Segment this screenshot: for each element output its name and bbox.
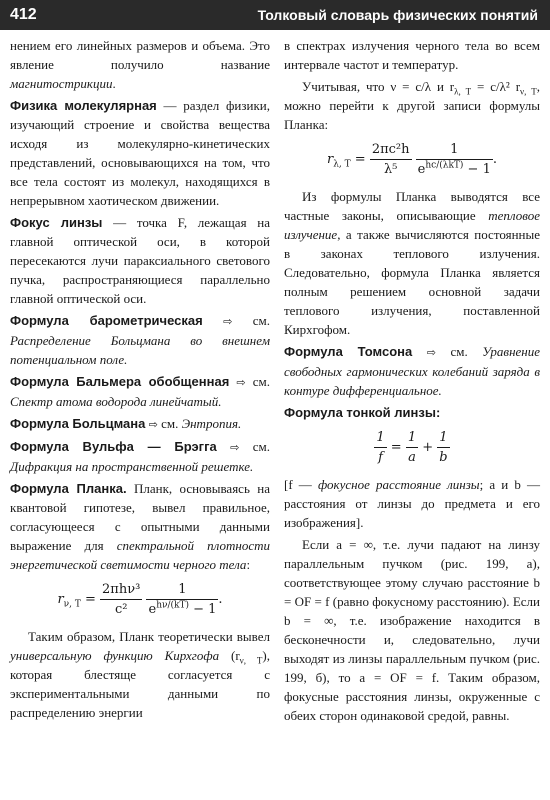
paragraph-text: ; a и b — расстояния от линзы до предмета и его изображения]. — [284, 477, 540, 530]
entry-definition: Планк, основываясь на квантовой гипотезе, вывел правильное, согласующееся с опытными данными выражение для — [10, 481, 270, 553]
numerator: 1 — [146, 580, 218, 600]
paragraph-text: ), которая блестяще согласуется с экспериментальными данными по распределению энергии — [10, 648, 270, 720]
entry-wulff-bragg-formula — [10, 437, 270, 476]
entry-thomson-formula — [284, 342, 540, 400]
formula-lhs-sub: ν, T — [63, 599, 81, 610]
formula-end: . — [492, 152, 497, 167]
paragraph-text: нением его линейных размеров и объема. Это явление получило название — [10, 38, 270, 72]
see-arrow-icon: ⇨ — [223, 315, 233, 328]
numerator: 1 — [437, 428, 449, 448]
denominator — [416, 160, 493, 179]
exp-base: e — [417, 162, 426, 177]
denominator: λ⁵ — [383, 162, 398, 177]
page-number: 412 — [10, 6, 37, 23]
paragraph-text: = c/λ² r — [471, 79, 521, 94]
formula-end: . — [218, 592, 223, 607]
entry-planck-formula — [10, 479, 270, 574]
see-label: см. — [232, 313, 270, 328]
entry-term: Формула Бальмера обобщенная — [10, 374, 230, 389]
formula-lhs: r — [57, 592, 64, 607]
cross-ref: Уравнение свободных гармонических колебаний заряда в контуре дифференциальное. — [284, 344, 541, 398]
exp-tail: − 1 — [188, 602, 217, 617]
entry-definition: — точка F, лежащая на главной оптической оси, в которой пересекаются лучи параксиального светового пучка, распространяющиеся параллельно главной оптической оси. — [10, 215, 270, 306]
entry-term: Физика молекулярная — [10, 98, 157, 113]
paragraph-text: , а также вычисляются постоянные в законах теплового излучения. Следовательно, формула Планка является полным решением основной задачи теплового излучения, поставленной Кирхгофом. — [284, 227, 540, 337]
see-arrow-icon: ⇨ — [230, 441, 240, 454]
continued-paragraph: в спектрах излучения черного тела во всем интервале частот и температур. — [284, 38, 540, 72]
entry-barometric-formula — [10, 311, 270, 369]
numerator: 1 — [416, 140, 493, 160]
exp-tail: − 1 — [463, 162, 491, 177]
formula-equals: = — [80, 592, 101, 607]
entry-term: Формула Планка. — [10, 481, 127, 496]
entry-term: Формула Вульфа — Брэгга — [10, 439, 217, 454]
see-label: см. — [435, 344, 483, 359]
cross-ref: Распределение Больцмана во внешнем потенциальном поле. — [10, 333, 270, 367]
exp-power: hν/(kT) — [156, 600, 189, 611]
running-title: Толковый словарь физических понятий — [257, 7, 538, 23]
denominator — [146, 600, 218, 619]
see-label: см. — [157, 416, 182, 431]
entry-balmer-formula — [10, 372, 270, 411]
continued-paragraph — [10, 36, 270, 93]
formula-lhs-sub: λ, T — [333, 159, 351, 170]
entry-definition: — раздел физики, изучающий строение и свойства вещества исходя из молекулярно-кинетических представлений, основывающихся на том, что все тела состоят из молекул, находящихся в непрерывном хаотическом движении. — [10, 98, 270, 208]
numerator: 2πhν³ — [100, 580, 142, 600]
fraction — [416, 140, 493, 179]
entry-term: Фокус линзы — [10, 215, 103, 230]
formula-legend — [284, 475, 540, 532]
planck-formula-wavelength — [284, 140, 540, 179]
see-arrow-icon: ⇨ — [148, 418, 158, 431]
subscript: ν, T — [239, 655, 263, 666]
entry-molecular-physics — [10, 96, 270, 210]
subscript: ν, T — [520, 86, 537, 97]
cross-ref-magnetostriction: магнитострикции — [10, 76, 113, 91]
fraction — [406, 428, 418, 467]
paragraph-text: , можно перейти к другой записи формулы Планка: — [284, 79, 540, 132]
fraction — [146, 580, 218, 619]
denominator: c² — [114, 602, 128, 617]
cross-ref-kirchhoff-function: универсальную функцию Кирхгофа — [10, 648, 220, 663]
fraction — [437, 428, 449, 467]
paragraph-end: . — [112, 76, 116, 91]
fraction — [370, 140, 412, 179]
page-header — [0, 0, 550, 30]
numerator: 2πc²h — [370, 140, 412, 160]
denominator: b — [439, 450, 448, 465]
paragraph-text: Из формулы Планка выводятся все частные законы, описывающие — [284, 189, 540, 223]
thin-lens-formula — [284, 428, 540, 467]
paragraph-text: Таким образом, Планк теоретически вывел — [28, 629, 270, 644]
paragraph-focal-distances: Если a = ∞, т.е. лучи падают на линзу параллельным пучком (рис. 199, a), соответствующее этому случаю расстояние b = OF = f (равно фокусному расстоянию). Если b = ∞, т.е. изображение находится в бесконечности и, следовательно, лучи выходят из линзы параллельным пучком (рис. 199, б), то a = OF = f. Таким образом, фокусные расстояния линзы, окруженные с обеих сторон одинаковой средой, равны. — [284, 537, 540, 723]
formula-equals: = — [386, 440, 406, 455]
entry-term: Формула тонкой линзы: — [284, 405, 441, 420]
right-column — [284, 36, 540, 728]
paragraph-planck-significance — [284, 187, 540, 339]
paragraph-end: : — [246, 557, 251, 572]
formula-plus: + — [418, 440, 438, 455]
paragraph-wavelength-transform — [284, 77, 540, 134]
subscript: λ, T — [454, 86, 472, 97]
see-arrow-icon: ⇨ — [426, 346, 436, 359]
entry-term: Формула Томсона — [284, 344, 413, 359]
see-label: см. — [245, 374, 270, 389]
cross-ref-focal-length: фокусное расстояние линзы — [317, 477, 480, 492]
entry-lens-focus — [10, 213, 270, 308]
cross-ref: Энтропия. — [181, 416, 242, 431]
exp-base: e — [148, 602, 157, 617]
entry-boltzmann-formula — [10, 414, 270, 434]
cross-ref-thermal-radiation: тепловое излучение — [284, 208, 540, 242]
paragraph-text: [f — — [284, 477, 318, 492]
cross-ref: Спектр атома водорода линейчатый. — [10, 394, 222, 409]
planck-formula-frequency — [10, 580, 270, 619]
denominator: a — [408, 450, 416, 465]
see-arrow-icon: ⇨ — [236, 376, 246, 389]
exp-power: hc/(λkT) — [425, 160, 464, 171]
numerator: 1 — [406, 428, 418, 448]
formula-equals: = — [350, 152, 370, 167]
entry-thin-lens-formula — [284, 403, 540, 422]
see-label: см. — [239, 439, 271, 454]
cross-ref-spectral-density: спектральной плотности энергетической светимости черного тела — [10, 538, 270, 572]
cross-ref: Дифракция на пространственной решетке. — [10, 459, 254, 474]
denominator: f — [378, 450, 383, 465]
left-column — [10, 36, 270, 725]
paragraph-text: Учитывая, что ν = c/λ и r — [302, 79, 455, 94]
paragraph-text: (r — [219, 648, 240, 663]
fraction — [100, 580, 142, 619]
entry-term: Формула Больцмана — [10, 416, 146, 431]
formula-lhs: r — [327, 152, 334, 167]
numerator: 1 — [374, 428, 386, 448]
fraction — [374, 428, 386, 467]
paragraph-planck-conclusion — [10, 627, 270, 722]
entry-term: Формула барометрическая — [10, 313, 203, 328]
